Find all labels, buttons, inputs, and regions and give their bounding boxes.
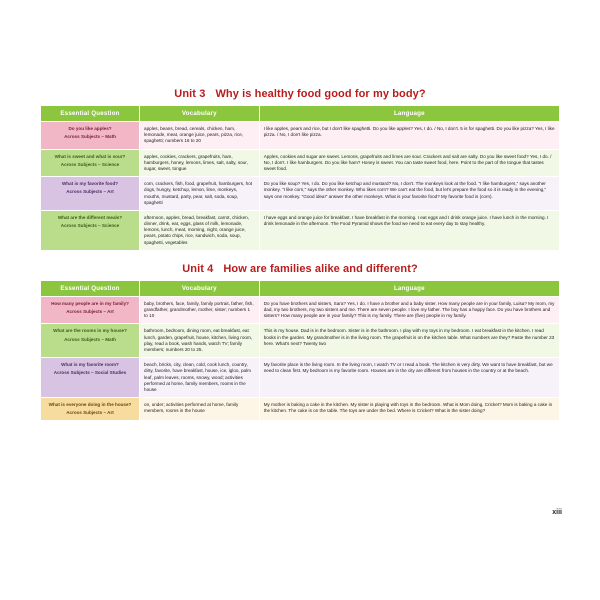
column-header-essential-question: Essential Question [41, 281, 139, 296]
essential-question-text: What is my favorite food? [61, 181, 119, 187]
essential-question-text: What is sweet and what is sour? [54, 153, 126, 159]
table-row [41, 211, 559, 250]
table-header-row [41, 281, 559, 296]
column-header-vocabulary: Vocabulary [140, 106, 259, 121]
unit-4-title [40, 263, 560, 275]
essential-question-text: What is my favorite room? [61, 362, 119, 368]
essential-question-cell [41, 358, 139, 397]
essential-question-cell [41, 297, 139, 324]
language-cell: Apples, cookies and sugar are sweet. Lemons, grapefruits and limes are sour. Crackers and salt are salty. Do you like sweet food? Yes, I do. / No, I don't. I like hamburgers. Do you like ham? Honey is sweet. You can taste sweet food, here. Point to the part of the tongue that tastes sweet food. [260, 150, 559, 177]
table-row [41, 297, 559, 324]
essential-question-cell [41, 122, 139, 149]
vocabulary-cell: apples, cookies, crackers, grapefruits, ham, hamburgers, honey, lemons, limes, salt, salty, sour, sugar, sweet, tongue [140, 150, 259, 177]
essential-question-text: Do you like apples? [68, 126, 112, 131]
essential-question-subject: Across Subjects – Math [64, 134, 116, 140]
table-row [41, 358, 559, 397]
essential-question-subject: Across Subjects – Math [64, 336, 116, 342]
essential-question-cell [41, 398, 139, 420]
unit-4-table [40, 280, 560, 422]
table-row [41, 324, 559, 357]
language-cell: I have eggs and orange juice for breakfast. I have breakfast in the morning. I eat eggs and I drink orange juice. I have lunch in the morning. I drink lemonade in the afternoon. The Food Pyramid shows the food we need to eat every day to stay healthy. [260, 211, 559, 250]
vocabulary-cell: afternoon, apples, bread, breakfast, carrot, chicken, dinner, drink, eat, eggs, glass of milk, lemonade, lemons, lunch, meat, morning, night, orange juice, pears, potato chips, rice, sandwich, soda, soup, spaghetti, vegetables [140, 211, 259, 250]
essential-question-subject: Across Subjects – Art [66, 189, 114, 195]
essential-question-cell [41, 150, 139, 177]
vocabulary-cell: bathroom, bedroom, dining room, eat breakfast, eat lunch, garden, grapefruit, house, kitchen, living room, play, read a book, wash hands, watch TV; family members; numbers 20 to 25. [140, 324, 259, 357]
essential-question-text: How many people are in my family? [51, 300, 129, 306]
vocabulary-cell: apples, beans, bread, cereals, chicken, ham, lemonade, meat, orange juice, pears, pizza, rice, spaghetti; numbers 16 to 20 [140, 122, 259, 149]
vocabulary-cell: baby, brothers, face, family, family portrait, father, fish, grandfather, grandmother, mother, sister; numbers 1 to 10 [140, 297, 259, 324]
essential-question-cell [41, 211, 139, 250]
unit-3-number: Unit 3 [174, 88, 206, 100]
vocabulary-cell: beach, bricks, city, clean, cold, cook lunch, country, dirty, favorite, have breakfast, house, ice, igloo, palm leaf, palm leaves, rooms, snowy, wood; activities performed at home, family members, rooms in the house [140, 358, 259, 397]
column-header-language: Language [260, 106, 559, 121]
unit-3-table [40, 105, 560, 251]
language-cell: Do you like soup? Yes, I do. Do you like ketchup and mustard? No, I don't. The monkeys look at the food. "I like hamburgers," says another monkey. "I like corn," says the other monkey. Who likes corn? We can't eat the food, but let's prepare the food so it is ready in the evening," says one monkey. "Good idea!" answer the other monkeys. What is your favorite food? My favorite food is (corn). [260, 177, 559, 210]
essential-question-subject: Across Subjects – Science [60, 161, 120, 167]
unit-4-heading: How are families alike and different? [223, 262, 418, 275]
table-header-row [41, 106, 559, 121]
column-header-language: Language [260, 281, 559, 296]
language-cell: My mother is baking a cake in the kitchen. My sister is playing with toys in the bedroom. What is Mom doing, Cricket? Mom is baking a cake in the kitchen. The cake is on the table. The toys are under the bed. Where is Cricket? What is the sister doing? [260, 398, 559, 420]
essential-question-text: What is everyone doing in the house? [48, 402, 132, 408]
language-cell: This is my house. Dad is in the bedroom. Sister is in the bathroom. I play with my toys in my bedroom. I eat breakfast in the kitchen. I read books in the garden. My grandmother is in the living room. The grapefruit is on the kitchen table. What numbers are they? Paste the number 23 here. What's next? Twenty two [260, 324, 559, 357]
language-cell: My favorite place is the living room. In the living room, I watch TV or I read a book. The kitchen is very dirty. We want to have breakfast, but we need to clean first. My bedroom is my favorite room. Houses are in the city are different from houses in the country or at the beach. [260, 358, 559, 397]
table-row [41, 150, 559, 177]
essential-question-cell [41, 177, 139, 210]
essential-question-cell [41, 324, 139, 357]
page-number: xiii [552, 509, 562, 516]
table-row [41, 398, 559, 420]
essential-question-subject: Across Subjects – Art [66, 309, 114, 314]
essential-question-text: What are the rooms in my house? [53, 328, 127, 334]
column-header-essential-question: Essential Question [41, 106, 139, 121]
column-header-vocabulary: Vocabulary [140, 281, 259, 296]
essential-question-subject: Across Subjects – Art [66, 410, 114, 416]
essential-question-text: What are the different meals? [57, 214, 123, 220]
unit-3-title [40, 88, 560, 100]
language-cell: Do you have brothers and sisters, Sara? Yes, I do. I have a brother and a baby sister. How many people are in your family, Luisa? My mom, my dad, my two brothers, my two sisters and me. There are seven people. I love my father. The boy has a happy face. Do you have brothers and sisters? How many people are in your family? This is my family. There are (five) people in my family. [260, 297, 559, 324]
table-row [41, 122, 559, 149]
vocabulary-cell: corn, crackers, fish, food, grapefruit, hamburgers, hot dogs, hungry, ketchup, lemon, lime, monkeys, mouths, mustard, party, pear, salt, soda, soup, spaghetti [140, 177, 259, 210]
unit-4-number: Unit 4 [182, 262, 214, 275]
vocabulary-cell: on, under; activities performed at home, family members, rooms in the house [140, 398, 259, 420]
essential-question-subject: Across Subjects – Science [60, 223, 120, 229]
unit-3-heading: Why is healthy food good for my body? [215, 88, 426, 100]
table-row [41, 177, 559, 210]
language-cell: I like apples, pears and rice, but I don't like spaghetti. Do you like apples? Yes, I do. / No, I don't. 5 is for spaghetti. Do you like pizza? Yes, I like pizza. / No, I don't like pizza. [260, 122, 559, 149]
essential-question-subject: Across Subjects – Social Studies [53, 370, 127, 376]
